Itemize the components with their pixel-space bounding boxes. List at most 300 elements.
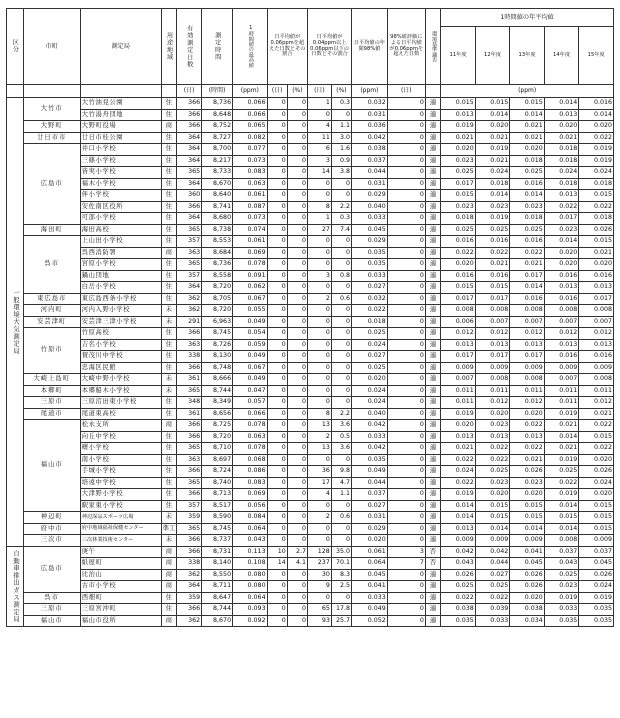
use-zone-cell: 住 [161, 339, 176, 351]
year-12-cell: 0.014 [475, 109, 510, 121]
over006-pct-cell: 0 [287, 121, 307, 133]
range-days-cell: 0 [308, 535, 332, 547]
over006-pct-cell: 0 [287, 144, 307, 156]
station-cell: 松永支所 [80, 420, 161, 432]
station-cell: 安芸津三津小学校 [80, 316, 161, 328]
range-days-cell: 3 [308, 155, 332, 167]
p98-days-cell: 0 [387, 155, 425, 167]
year-14-cell: 0.025 [544, 569, 579, 581]
table-row [7, 615, 614, 627]
year-11-cell: 0.020 [441, 144, 476, 156]
year-14-cell: 0.018 [544, 144, 579, 156]
unit-blank [7, 85, 24, 98]
p98-days-cell: 0 [387, 581, 425, 593]
range-days-cell: 0 [308, 109, 332, 121]
table-row [7, 213, 614, 225]
year-13-cell: 0.008 [510, 305, 545, 317]
year-12-cell: 0.022 [475, 592, 510, 604]
range-pct-cell: 3.6 [331, 443, 351, 455]
year-15-cell: 0.009 [579, 535, 614, 547]
table-row [7, 247, 614, 259]
year-11-cell: 0.011 [441, 397, 476, 409]
over006-pct-cell: 0 [287, 569, 307, 581]
use-zone-cell: 住 [161, 155, 176, 167]
year-14-cell: 0.014 [544, 98, 579, 110]
over006-pct-cell: 0 [287, 420, 307, 432]
header-004-006: 日平均値が0.04ppm以上0.06ppm以下の日数とその割合 [308, 9, 352, 85]
over006-days-cell: 0 [267, 408, 287, 420]
hours-cell: 8,713 [202, 489, 233, 501]
year-12-cell: 0.015 [475, 282, 510, 294]
year-14-cell: 0.011 [544, 385, 579, 397]
range-pct-cell: 70.1 [331, 558, 351, 570]
over006-pct-cell: 0 [287, 259, 307, 271]
table-row [7, 385, 614, 397]
year-11-cell: 0.014 [441, 500, 476, 512]
valid-days-cell: 366 [177, 98, 202, 110]
p98-days-cell: 0 [387, 466, 425, 478]
max-hourly-cell: 0.066 [233, 408, 268, 420]
year-14-cell: 0.035 [544, 615, 579, 627]
max-hourly-cell: 0.077 [233, 144, 268, 156]
p98-days-cell: 0 [387, 98, 425, 110]
city-cell: 安芸津町 [23, 316, 80, 328]
p98-cell: 0.024 [352, 339, 388, 351]
unit-hours: (時間) [202, 85, 233, 98]
range-days-cell: 1 [308, 98, 332, 110]
year-13-cell: 0.021 [510, 121, 545, 133]
over006-days-cell: 0 [267, 512, 287, 524]
year-13-cell: 0.016 [510, 178, 545, 190]
over006-days-cell: 0 [267, 604, 287, 616]
p98-cell: 0.052 [352, 615, 388, 627]
year-14-cell: 0.014 [544, 236, 579, 248]
hours-cell: 8,680 [202, 213, 233, 225]
p98-cell: 0.027 [352, 351, 388, 363]
year-14-cell: 0.015 [544, 512, 579, 524]
valid-days-cell: 362 [177, 293, 202, 305]
range-pct-cell: 3.6 [331, 420, 351, 432]
year-12-cell: 0.023 [475, 420, 510, 432]
use-zone-cell: 住 [161, 431, 176, 443]
p98-cell: 0.032 [352, 98, 388, 110]
range-days-cell: 0 [308, 178, 332, 190]
year-12-cell: 0.022 [475, 454, 510, 466]
max-hourly-cell: 0.074 [233, 224, 268, 236]
year-13-cell: 0.041 [510, 546, 545, 558]
valid-days-cell: 365 [177, 477, 202, 489]
hours-cell: 8,720 [202, 431, 233, 443]
year-11-cell: 0.017 [441, 293, 476, 305]
p98-days-cell: 0 [387, 190, 425, 202]
year-15-cell: 0.018 [579, 213, 614, 225]
city-cell: 東広島市 [23, 293, 80, 305]
year-13-cell: 0.014 [510, 109, 545, 121]
header-year-13: 13年度 [510, 27, 545, 85]
station-cell: 三原宮沖町 [80, 604, 161, 616]
p98-cell: 0.029 [352, 523, 388, 535]
max-hourly-cell: 0.049 [233, 374, 268, 386]
max-hourly-cell: 0.059 [233, 339, 268, 351]
year-13-cell: 0.013 [510, 431, 545, 443]
station-cell: 賀茂川中学校 [80, 351, 161, 363]
city-cell: 本郷町 [23, 385, 80, 397]
table-row [7, 339, 614, 351]
year-14-cell: 0.022 [544, 477, 579, 489]
unit-blank [425, 85, 440, 98]
header-use-zone: 用途地域 [161, 9, 176, 85]
over006-days-cell: 0 [267, 213, 287, 225]
p98-days-cell: 0 [387, 592, 425, 604]
over006-pct-cell: 0 [287, 581, 307, 593]
year-14-cell: 0.024 [544, 167, 579, 179]
valid-days-cell: 364 [177, 282, 202, 294]
year-11-cell: 0.038 [441, 604, 476, 616]
max-hourly-cell: 0.082 [233, 132, 268, 144]
env-standard-cell: 適 [425, 489, 440, 501]
year-13-cell: 0.018 [510, 213, 545, 225]
max-hourly-cell: 0.073 [233, 155, 268, 167]
p98-cell: 0.033 [352, 213, 388, 225]
valid-days-cell: 364 [177, 132, 202, 144]
p98-cell: 0.024 [352, 397, 388, 409]
year-14-cell: 0.007 [544, 374, 579, 386]
use-zone-cell: 商 [161, 569, 176, 581]
over006-days-cell: 0 [267, 385, 287, 397]
year-15-cell: 0.024 [579, 581, 614, 593]
city-cell: 三原市 [23, 397, 80, 409]
year-13-cell: 0.009 [510, 535, 545, 547]
p98-days-cell: 0 [387, 121, 425, 133]
station-cell: 廿日市桂公園 [80, 132, 161, 144]
table-row [7, 190, 614, 202]
max-hourly-cell: 0.043 [233, 535, 268, 547]
over006-days-cell: 0 [267, 535, 287, 547]
year-14-cell: 0.013 [544, 190, 579, 202]
hours-cell: 8,640 [202, 190, 233, 202]
p98-cell: 0.064 [352, 558, 388, 570]
env-standard-cell: 適 [425, 374, 440, 386]
year-14-cell: 0.043 [544, 558, 579, 570]
table-row [7, 592, 614, 604]
range-pct-cell: 2.5 [331, 581, 351, 593]
use-zone-cell: 商 [161, 247, 176, 259]
year-12-cell: 0.020 [475, 489, 510, 501]
over006-days-cell: 0 [267, 615, 287, 627]
year-12-cell: 0.016 [475, 236, 510, 248]
unit-blank [80, 85, 161, 98]
over006-days-cell: 0 [267, 144, 287, 156]
year-15-cell: 0.015 [579, 500, 614, 512]
over006-pct-cell: 0 [287, 293, 307, 305]
range-days-cell: 3 [308, 270, 332, 282]
p98-days-cell: 0 [387, 247, 425, 259]
range-days-cell: 27 [308, 224, 332, 236]
year-12-cell: 0.014 [475, 190, 510, 202]
use-zone-cell: 未 [161, 305, 176, 317]
use-zone-cell: 住 [161, 190, 176, 202]
year-15-cell: 0.014 [579, 109, 614, 121]
p98-days-cell: 0 [387, 535, 425, 547]
range-pct-cell: 0.9 [331, 155, 351, 167]
env-standard-cell: 適 [425, 431, 440, 443]
hours-cell: 8,733 [202, 167, 233, 179]
year-12-cell: 0.023 [475, 201, 510, 213]
valid-days-cell: 359 [177, 512, 202, 524]
over006-pct-cell: 4.1 [287, 558, 307, 570]
year-14-cell: 0.016 [544, 270, 579, 282]
p98-cell: 0.044 [352, 477, 388, 489]
use-zone-cell: 未 [161, 374, 176, 386]
env-standard-cell: 適 [425, 201, 440, 213]
env-standard-cell: 適 [425, 155, 440, 167]
year-13-cell: 0.026 [510, 466, 545, 478]
p98-days-cell: 0 [387, 523, 425, 535]
year-12-cell: 0.016 [475, 270, 510, 282]
env-standard-cell: 適 [425, 569, 440, 581]
env-standard-cell: 適 [425, 328, 440, 340]
p98-days-cell: 0 [387, 144, 425, 156]
valid-days-cell: 348 [177, 397, 202, 409]
station-cell: 皆実小学校 [80, 167, 161, 179]
range-days-cell: 237 [308, 558, 332, 570]
p98-cell: 0.025 [352, 328, 388, 340]
city-cell: 廿日市市 [23, 132, 80, 144]
year-15-cell: 0.016 [579, 270, 614, 282]
use-zone-cell: 住 [161, 454, 176, 466]
unit-ppm: (ppm) [352, 85, 388, 98]
env-standard-cell: 適 [425, 615, 440, 627]
group-label: 一般環境大気測定局 [7, 98, 24, 547]
table-row [7, 489, 614, 501]
year-15-cell: 0.024 [579, 477, 614, 489]
year-13-cell: 0.025 [510, 224, 545, 236]
year-11-cell: 0.022 [441, 247, 476, 259]
env-standard-cell: 適 [425, 109, 440, 121]
table-row [7, 144, 614, 156]
p98-days-cell: 7 [387, 558, 425, 570]
max-hourly-cell: 0.057 [233, 397, 268, 409]
p98-days-cell: 0 [387, 454, 425, 466]
over006-days-cell: 0 [267, 109, 287, 121]
range-pct-cell: 3.0 [331, 132, 351, 144]
year-12-cell: 0.021 [475, 132, 510, 144]
year-11-cell: 0.043 [441, 558, 476, 570]
p98-days-cell: 0 [387, 201, 425, 213]
header-city: 市町 [23, 9, 80, 85]
p98-cell: 0.040 [352, 201, 388, 213]
year-14-cell: 0.037 [544, 546, 579, 558]
p98-cell: 0.042 [352, 420, 388, 432]
use-zone-cell: 商 [161, 581, 176, 593]
p98-days-cell: 0 [387, 236, 425, 248]
header-max-hourly: 1時間値の最高値 [233, 9, 268, 85]
year-11-cell: 0.014 [441, 512, 476, 524]
env-standard-cell: 適 [425, 270, 440, 282]
range-days-cell: 0 [308, 316, 332, 328]
valid-days-cell: 366 [177, 420, 202, 432]
unit-ppm: (ppm) [441, 85, 614, 98]
range-pct-cell: 0.8 [331, 270, 351, 282]
table-row [7, 581, 614, 593]
valid-days-cell: 364 [177, 144, 202, 156]
use-zone-cell: 住 [161, 201, 176, 213]
table-row [7, 477, 614, 489]
range-days-cell: 13 [308, 420, 332, 432]
max-hourly-cell: 0.049 [233, 351, 268, 363]
year-14-cell: 0.033 [544, 604, 579, 616]
header-p98-days: 98%値評価による日平均値が0.06ppmを超えた日数 [387, 9, 425, 85]
table-row [7, 270, 614, 282]
year-14-cell: 0.018 [544, 155, 579, 167]
year-12-cell: 0.025 [475, 581, 510, 593]
max-hourly-cell: 0.080 [233, 569, 268, 581]
use-zone-cell: 住 [161, 397, 176, 409]
p98-days-cell: 0 [387, 489, 425, 501]
range-pct-cell: 0 [331, 282, 351, 294]
over006-pct-cell: 0 [287, 132, 307, 144]
over006-days-cell: 0 [267, 178, 287, 190]
valid-days-cell: 357 [177, 500, 202, 512]
year-11-cell: 0.023 [441, 201, 476, 213]
range-pct-cell: 0 [331, 316, 351, 328]
max-hourly-cell: 0.083 [233, 477, 268, 489]
p98-cell: 0.031 [352, 512, 388, 524]
hours-cell: 8,741 [202, 201, 233, 213]
table-row [7, 443, 614, 455]
p98-cell: 0.018 [352, 316, 388, 328]
valid-days-cell: 291 [177, 316, 202, 328]
range-days-cell: 0 [308, 523, 332, 535]
range-days-cell: 0 [308, 190, 332, 202]
year-13-cell: 0.007 [510, 316, 545, 328]
range-pct-cell: 0.5 [331, 431, 351, 443]
station-cell: 東広島西条小学校 [80, 293, 161, 305]
no2-measurement-table [6, 8, 614, 627]
year-13-cell: 0.045 [510, 558, 545, 570]
range-pct-cell: 0 [331, 454, 351, 466]
use-zone-cell: 住 [161, 489, 176, 501]
table-row [7, 500, 614, 512]
range-days-cell: 11 [308, 132, 332, 144]
table-row [7, 523, 614, 535]
year-15-cell: 0.012 [579, 397, 614, 409]
year-15-cell: 0.018 [579, 178, 614, 190]
env-standard-cell: 適 [425, 454, 440, 466]
over006-pct-cell: 0 [287, 512, 307, 524]
year-13-cell: 0.015 [510, 98, 545, 110]
year-13-cell: 0.026 [510, 569, 545, 581]
year-14-cell: 0.008 [544, 535, 579, 547]
station-cell: 庚午 [80, 546, 161, 558]
year-15-cell: 0.015 [579, 512, 614, 524]
range-pct-cell: 35.0 [331, 546, 351, 558]
year-13-cell: 0.021 [510, 259, 545, 271]
hours-cell: 8,140 [202, 558, 233, 570]
range-days-cell: 0 [308, 328, 332, 340]
over006-pct-cell: 0 [287, 224, 307, 236]
year-15-cell: 0.020 [579, 454, 614, 466]
valid-days-cell: 361 [177, 374, 202, 386]
over006-days-cell: 0 [267, 466, 287, 478]
year-12-cell: 0.012 [475, 328, 510, 340]
year-13-cell: 0.026 [510, 581, 545, 593]
station-cell: 神辺深品スポーツ広場 [80, 512, 161, 524]
year-11-cell: 0.035 [441, 615, 476, 627]
p98-cell: 0.049 [352, 604, 388, 616]
year-15-cell: 0.026 [579, 466, 614, 478]
p98-days-cell: 0 [387, 385, 425, 397]
over006-pct-cell: 0 [287, 477, 307, 489]
range-days-cell: 0 [308, 500, 332, 512]
year-15-cell: 0.021 [579, 247, 614, 259]
year-12-cell: 0.014 [475, 523, 510, 535]
table-row [7, 512, 614, 524]
table-row [7, 201, 614, 213]
year-12-cell: 0.007 [475, 316, 510, 328]
hours-cell: 8,666 [202, 374, 233, 386]
over006-days-cell: 0 [267, 569, 287, 581]
valid-days-cell: 366 [177, 328, 202, 340]
station-cell: 宮原小学校 [80, 259, 161, 271]
city-cell: 広島市 [23, 144, 80, 225]
over006-days-cell: 0 [267, 224, 287, 236]
range-days-cell: 1 [308, 213, 332, 225]
over006-pct-cell: 0 [287, 155, 307, 167]
valid-days-cell: 338 [177, 558, 202, 570]
city-cell: 呉市 [23, 592, 80, 604]
year-15-cell: 0.024 [579, 167, 614, 179]
range-days-cell: 0 [308, 259, 332, 271]
over006-days-cell: 0 [267, 305, 287, 317]
env-standard-cell: 適 [425, 581, 440, 593]
year-11-cell: 0.020 [441, 420, 476, 432]
range-days-cell: 0 [308, 236, 332, 248]
use-zone-cell: 住 [161, 293, 176, 305]
over006-pct-cell: 0 [287, 270, 307, 282]
range-pct-cell: 0.3 [331, 98, 351, 110]
max-hourly-cell: 0.078 [233, 259, 268, 271]
p98-cell: 0.029 [352, 236, 388, 248]
range-pct-cell: 0 [331, 109, 351, 121]
use-zone-cell: 住 [161, 178, 176, 190]
year-13-cell: 0.017 [510, 270, 545, 282]
range-days-cell: 2 [308, 512, 332, 524]
over006-days-cell: 0 [267, 339, 287, 351]
station-cell: 三原沼田東小学校 [80, 397, 161, 409]
station-cell: 曙小学校 [80, 443, 161, 455]
range-days-cell: 14 [308, 167, 332, 179]
city-cell: 海田町 [23, 224, 80, 236]
p98-cell: 0.025 [352, 362, 388, 374]
p98-days-cell: 0 [387, 374, 425, 386]
station-cell: 白岳小学校 [80, 282, 161, 294]
table-row [7, 546, 614, 558]
over006-pct-cell: 0 [287, 305, 307, 317]
year-12-cell: 0.015 [475, 98, 510, 110]
table-row [7, 558, 614, 570]
use-zone-cell: 住 [161, 592, 176, 604]
year-13-cell: 0.014 [510, 282, 545, 294]
year-13-cell: 0.014 [510, 190, 545, 202]
station-cell: 培遠中学校 [80, 477, 161, 489]
year-14-cell: 0.016 [544, 293, 579, 305]
header-over-006: 日平均値が0.06ppmを超えた日数とその割合 [267, 9, 307, 85]
max-hourly-cell: 0.069 [233, 489, 268, 501]
max-hourly-cell: 0.078 [233, 443, 268, 455]
table-row [7, 236, 614, 248]
table-row [7, 316, 614, 328]
